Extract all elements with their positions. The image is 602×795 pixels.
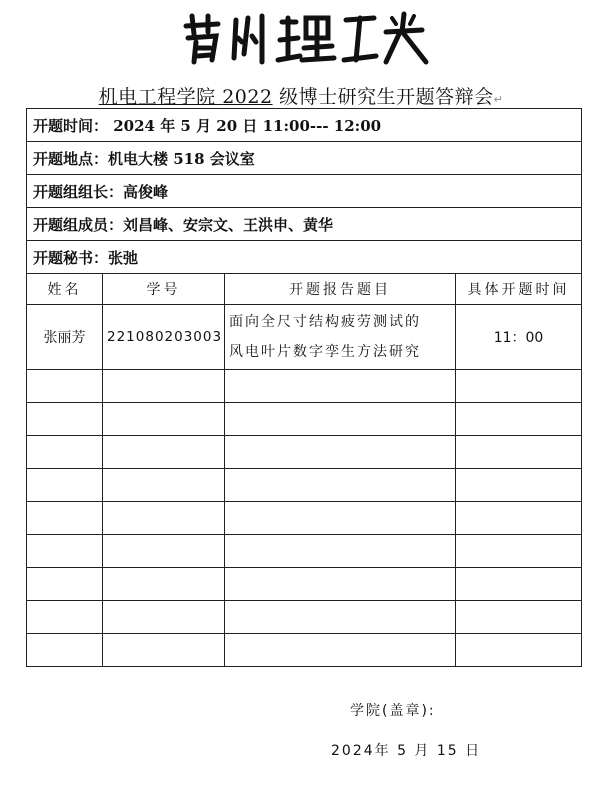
cell-name: 张丽芳 [27, 305, 103, 370]
empty-cell [456, 502, 582, 535]
empty-cell [103, 469, 225, 502]
empty-cell [103, 502, 225, 535]
empty-cell [103, 535, 225, 568]
column-header-student-id: 学号 [103, 274, 225, 305]
empty-table-row [27, 568, 582, 601]
info-place: 开题地点：机电大楼 518 会议室 [27, 142, 582, 175]
empty-table-row [27, 469, 582, 502]
empty-cell [27, 469, 103, 502]
empty-cell [456, 469, 582, 502]
empty-table-row [27, 436, 582, 469]
empty-cell [225, 469, 456, 502]
empty-cell [27, 601, 103, 634]
empty-cell [27, 502, 103, 535]
empty-cell [225, 535, 456, 568]
paragraph-mark-icon: ↵ [493, 93, 504, 106]
empty-cell [27, 568, 103, 601]
empty-cell [27, 634, 103, 667]
empty-cell [456, 370, 582, 403]
empty-table-row [27, 601, 582, 634]
column-header-topic: 开题报告题目 [225, 274, 456, 305]
info-members: 开题组成员：刘昌峰、安宗文、王洪申、黄华 [27, 208, 582, 241]
column-header-time: 具体开题时间 [456, 274, 582, 305]
empty-table-row [27, 535, 582, 568]
info-secretary: 开题秘书：张弛 [27, 241, 582, 274]
empty-cell [456, 403, 582, 436]
info-time: 开题时间： 2024 年 5 月 20 日 11:00--- 12:00 [27, 109, 582, 142]
empty-table-row [27, 634, 582, 667]
defense-schedule-table [26, 108, 582, 667]
empty-cell [225, 370, 456, 403]
empty-cell [103, 403, 225, 436]
empty-cell [456, 601, 582, 634]
empty-table-row [27, 370, 582, 403]
topic-line-2: 风电叶片数字孪生方法研究 [229, 344, 421, 360]
title-part1: 机电工程学院 [98, 86, 223, 108]
empty-cell [27, 403, 103, 436]
empty-cell [27, 535, 103, 568]
table-row [27, 305, 582, 370]
cell-time: 11：00 [456, 305, 582, 370]
empty-cell [225, 403, 456, 436]
info-leader: 开题组组长：高俊峰 [27, 175, 582, 208]
empty-cell [225, 601, 456, 634]
empty-cell [456, 436, 582, 469]
cell-student-id: 221080203003 [103, 305, 225, 370]
topic-line-1: 面向全尺寸结构疲劳测试的 [229, 314, 421, 330]
empty-cell [456, 535, 582, 568]
cell-topic [225, 305, 456, 370]
column-header-name: 姓名 [27, 274, 103, 305]
empty-table-row [27, 502, 582, 535]
empty-cell [103, 634, 225, 667]
empty-cell [456, 568, 582, 601]
empty-table-row [27, 403, 582, 436]
empty-cell [225, 436, 456, 469]
empty-cell [103, 568, 225, 601]
empty-cell [103, 601, 225, 634]
title-year: 2022 [222, 86, 273, 108]
college-seal-label: 学院(盖章): [350, 703, 436, 719]
empty-cell [225, 634, 456, 667]
empty-cell [27, 436, 103, 469]
empty-cell [456, 634, 582, 667]
empty-cell [103, 370, 225, 403]
title-part2: 级博士研究生开题答辩会 [272, 86, 494, 108]
signature-date: 2024年 5 月 15 日 [331, 743, 482, 759]
empty-cell [103, 436, 225, 469]
empty-cell [27, 370, 103, 403]
empty-cell [225, 568, 456, 601]
university-calligraphy-logo [178, 8, 438, 66]
page-title [0, 82, 602, 109]
empty-rows [27, 370, 582, 667]
empty-cell [225, 502, 456, 535]
